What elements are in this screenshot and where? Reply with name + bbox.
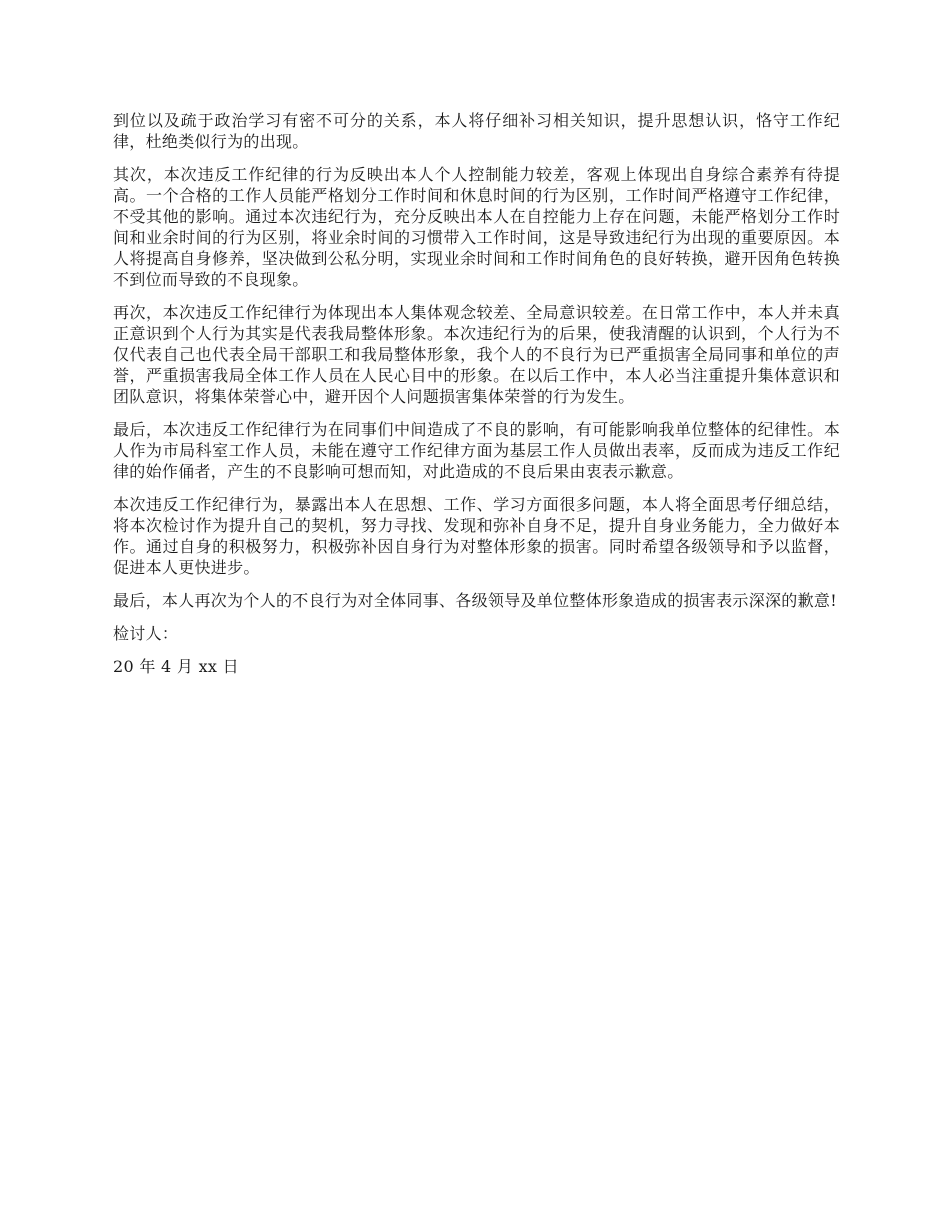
paragraph-1: 到位以及疏于政治学习有密不可分的关系，本人将仔细补习相关知识，提升思想认识，恪守工作纪律，杜绝类似行为的出现。: [113, 111, 840, 151]
document-date: 20 年 4 月 xx 日: [113, 657, 239, 676]
paragraph-2: 其次，本次违反工作纪律的行为反映出本人个人控制能力较差，客观上体现出自身综合素养有待提高。一个合格的工作人员能严格划分工作时间和休息时间的行为区别，工作时间严格遵守工作纪律，不受其他的影响。通过本次违纪行为，充分反映出本人在自控能力上存在问题，未能严格划分工作时间和业余时间的行为区别，将业余时间的习惯带入工作时间，这是导致违纪行为出现的重要原因。本人将提高自身修养，坚决做到公私分明，实现业余时间和工作时间角色的良好转换，避开因角色转换不到位而导致的不良现象。: [113, 165, 840, 289]
signature-label: 检讨人：: [113, 624, 179, 643]
document-page: [113, 110, 840, 689]
paragraph-6: 最后，本人再次为个人的不良行为对全体同事、各级领导及单位整体形象造成的损害表示深深的歉意!: [113, 591, 837, 610]
paragraph-5: 本次违反工作纪律行为，暴露出本人在思想、工作、学习方面很多问题，本人将全面思考仔细总结，将本次检讨作为提升自己的契机，努力寻找、发现和弥补自身不足，提升自身业务能力，全力做好本作。通过自身的积极努力，积极弥补因自身行为对整体形象的损害。同时希望各级领导和予以监督，促进本人更快进步。: [113, 495, 840, 577]
paragraph-3: 再次，本次违反工作纪律行为体现出本人集体观念较差、全局意识较差。在日常工作中，本人并未真正意识到个人行为其实是代表我局整体形象。本次违纪行为的后果，使我清醒的认识到，个人行为不仅代表自己也代表全局干部职工和我局整体形象，我个人的不良行为已严重损害全局同事和单位的声誉，严重损害我局全体工作人员在人民心目中的形象。在以后工作中，本人必当注重提升集体意识和团队意识，将集体荣誉心中，避开因个人问题损害集体荣誉的行为发生。: [113, 303, 840, 406]
paragraph-4: 最后，本次违反工作纪律行为在同事们中间造成了不良的影响，有可能影响我单位整体的纪律性。本人作为市局科室工作人员，未能在遵守工作纪律方面为基层工作人员做出表率，反而成为违反工作纪律的始作俑者，产生的不良影响可想而知，对此造成的不良后果由衷表示歉意。: [113, 420, 840, 481]
